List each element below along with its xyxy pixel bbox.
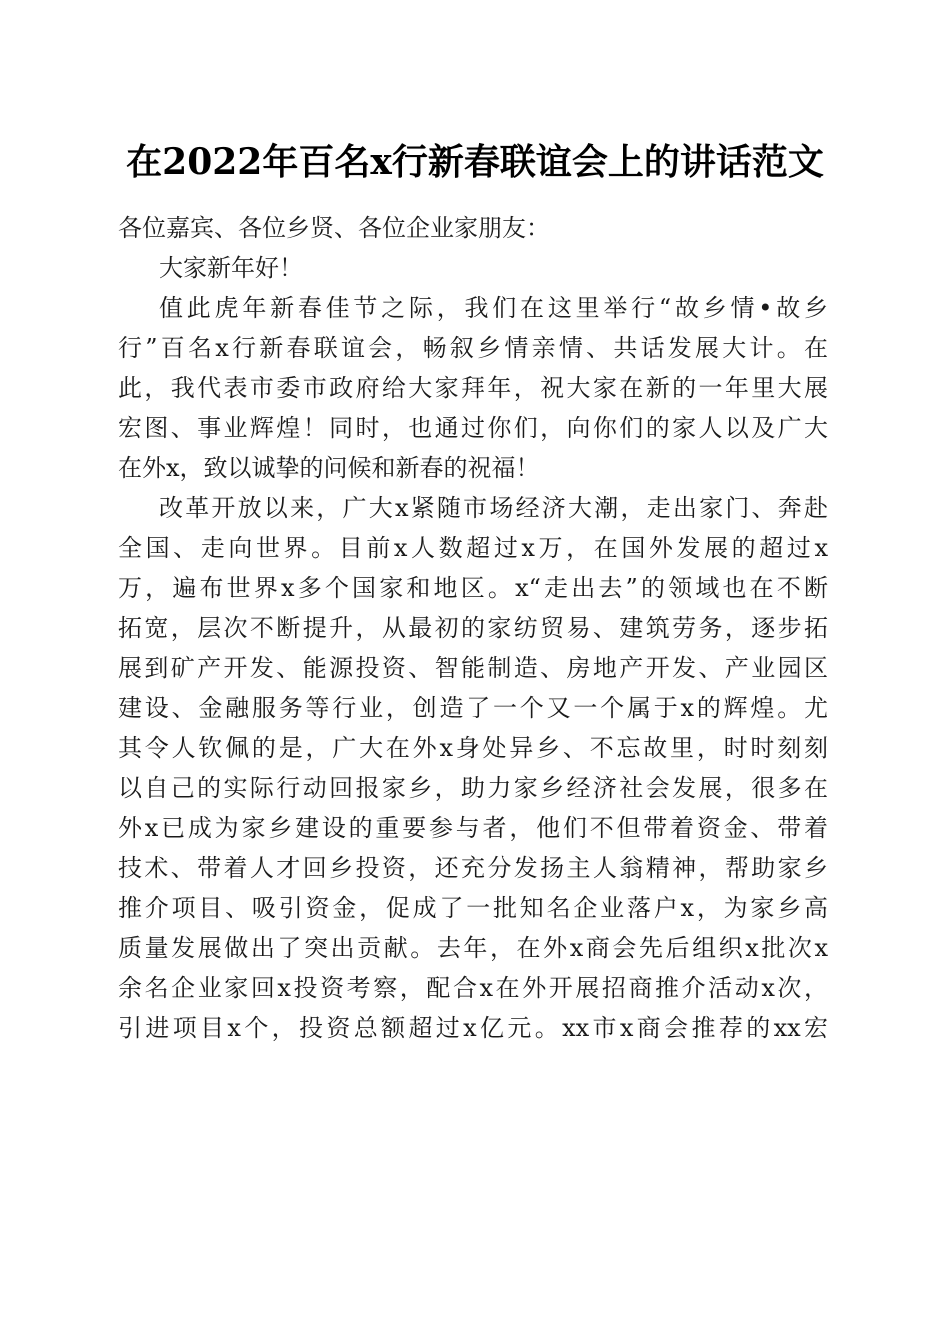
paragraph-2-line: 改革开放以来，广大x紧随市场经济大潮，走出家门、奔赴 <box>159 494 828 522</box>
paragraph-1-line: 此，我代表市委市政府给大家拜年，祝大家在新的一年里大展 <box>118 374 828 402</box>
paragraph-2-line: 技术、带着人才回乡投资，还充分发扬主人翁精神，帮助家乡 <box>118 854 828 882</box>
paragraph-2-line: 全国、走向世界。目前x人数超过x万，在国外发展的超过x <box>118 534 828 562</box>
paragraph-2-line: 以自己的实际行动回报家乡，助力家乡经济社会发展，很多在 <box>118 774 828 802</box>
paragraph-2-line: 质量发展做出了突出贡献。去年，在外x商会先后组织x批次x <box>118 934 828 962</box>
paragraph-2-line: 万，遍布世界x多个国家和地区。x“走出去”的领域也在不断 <box>118 574 828 602</box>
paragraph-1-line: 值此虎年新春佳节之际，我们在这里举行“故乡情•故乡 <box>159 294 828 322</box>
paragraph-2-line: 外x已成为家乡建设的重要参与者，他们不但带着资金、带着 <box>118 814 828 842</box>
salutation-line: 各位嘉宾、各位乡贤、各位企业家朋友： <box>118 214 550 242</box>
paragraph-2-line: 建设、金融服务等行业，创造了一个又一个属于x的辉煌。尤 <box>118 694 828 722</box>
document-title: 在2022年百名x行新春联谊会上的讲话范文 <box>126 141 824 183</box>
paragraph-1-line: 在外x，致以诚挚的问候和新春的祝福！ <box>118 454 540 482</box>
paragraph-2-line: 余名企业家回x投资考察，配合x在外开展招商推介活动x次， <box>118 974 828 1002</box>
paragraph-1-line: 行”百名x行新春联谊会，畅叙乡情亲情、共话发展大计。在 <box>118 334 828 362</box>
document-body <box>118 208 828 1048</box>
greeting-line: 大家新年好！ <box>159 254 303 282</box>
paragraph-1-line: 宏图、事业辉煌！同时，也通过你们，向你们的家人以及广大 <box>118 414 828 442</box>
paragraph-2-line: 其令人钦佩的是，广大在外x身处异乡、不忘故里，时时刻刻 <box>118 734 828 762</box>
paragraph-2-line: 拓宽，层次不断提升，从最初的家纺贸易、建筑劳务，逐步拓 <box>118 614 828 642</box>
paragraph-2-line: 展到矿产开发、能源投资、智能制造、房地产开发、产业园区 <box>118 654 828 682</box>
paragraph-2-line: 引进项目x个，投资总额超过x亿元。xx市x商会推荐的xx宏 <box>118 1014 828 1042</box>
paragraph-2-line: 推介项目、吸引资金，促成了一批知名企业落户x，为家乡高 <box>118 894 828 922</box>
